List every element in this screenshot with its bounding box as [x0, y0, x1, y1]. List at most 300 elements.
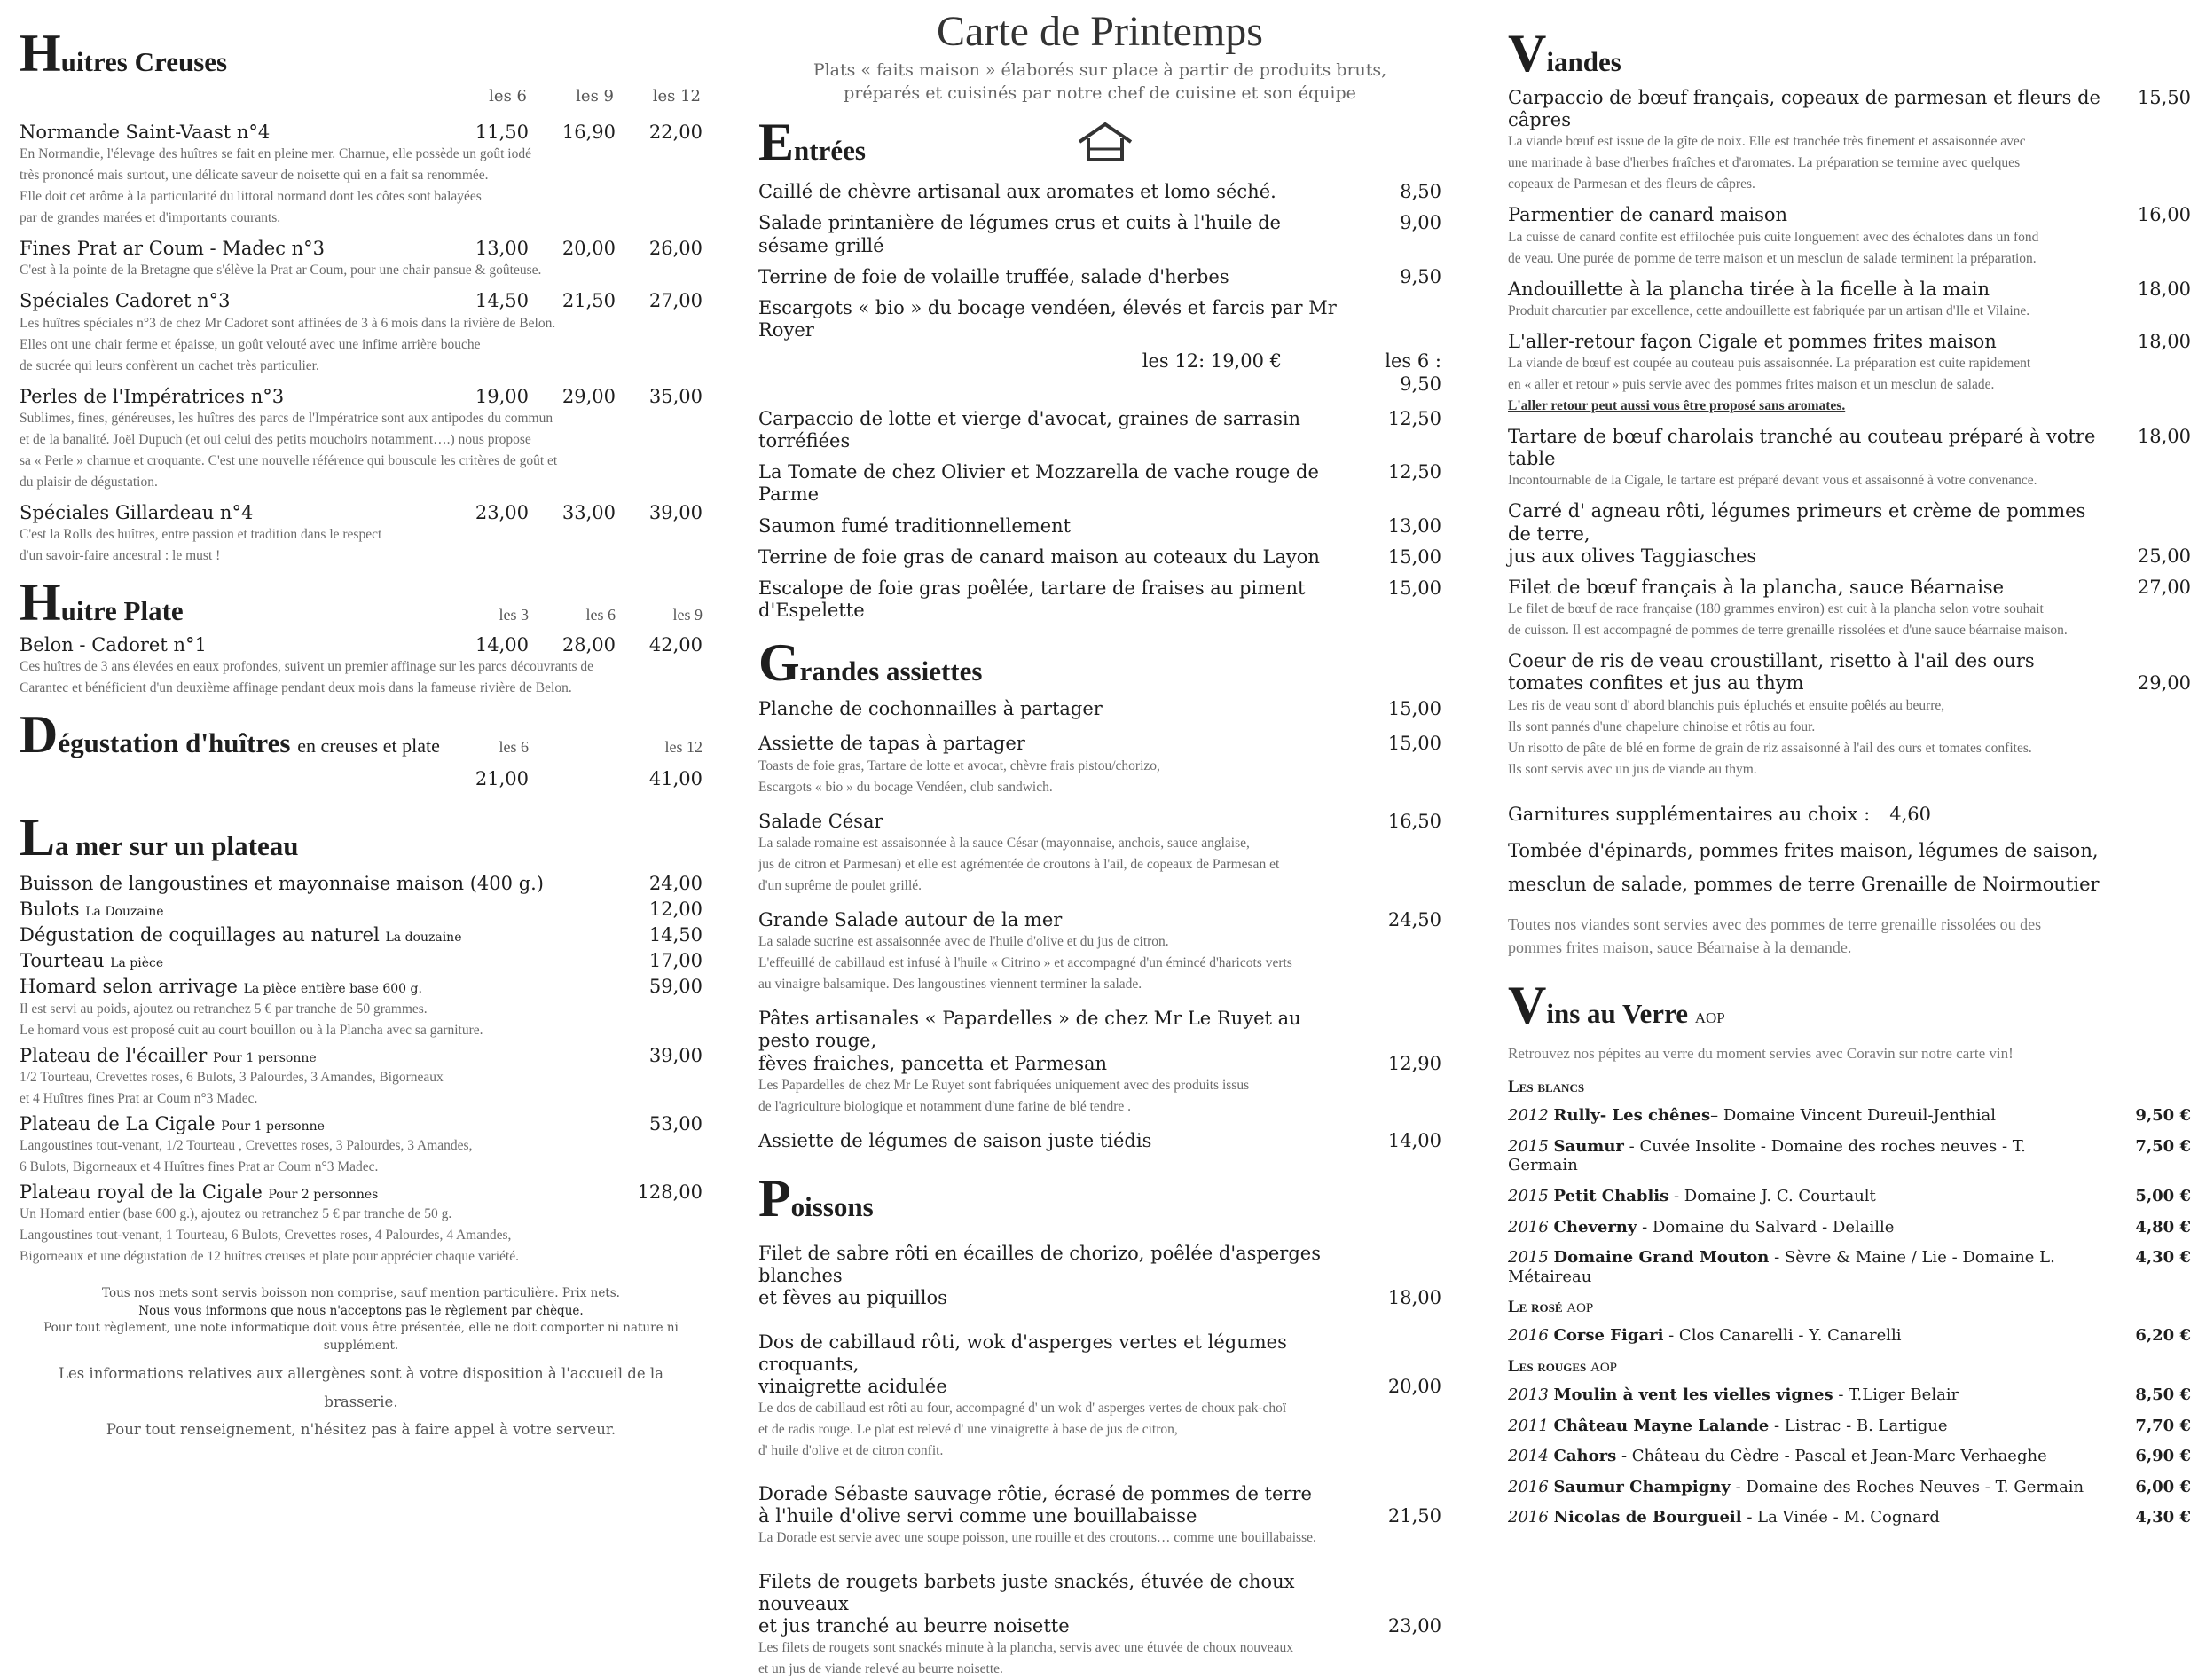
item-note: Pour 1 personne	[213, 1051, 317, 1065]
wine-row	[1508, 1508, 2191, 1527]
item-price: 39,00	[616, 1045, 703, 1067]
item-description: Toasts de foie gras, Tartare de lotte et avocat, chèvre frais pistou/chorizo,	[758, 756, 1441, 777]
item-price: 15,00	[1354, 698, 1441, 720]
item-description: Ils sont pannés d'une chapelure chinoise et rôtis au four.	[1508, 717, 2191, 738]
item-description: Produit charcutier par excellence, cette andouillette est fabriquée par un artisan d'Ile et Vilaine.	[1508, 301, 2191, 322]
wine-name: Moulin à vent les vielles vignes	[1554, 1386, 1833, 1404]
section-vins-title: Vins au Verre AOP	[1508, 978, 2191, 1032]
wine-details: - Sèvre & Maine / Lie - Domaine L. Métaireau	[1508, 1248, 2055, 1286]
item-description: Les filets de rougets sont snackés minute à la plancha, servis avec une étuvée de choux nouveaux	[758, 1637, 1441, 1659]
menu-item	[758, 408, 1441, 452]
item-description: Elle doit cet arôme à la particularité du littoral normand dont les côtes sont balayées	[20, 186, 703, 208]
section-viandes-title: Viandes	[1508, 27, 2191, 80]
item-price: 53,00	[616, 1113, 703, 1135]
wine-year: 2012	[1508, 1106, 1549, 1125]
item-price: 27,00	[2104, 577, 2191, 599]
item-name: Spéciales Gillardeau n°4	[20, 502, 442, 524]
item-price: 23,00	[442, 502, 529, 524]
wine-group-title	[1508, 1298, 2191, 1317]
wine-label	[1508, 1447, 2093, 1466]
item-description: du plaisir de dégustation.	[20, 472, 703, 493]
viandes-note	[1508, 914, 2191, 958]
wine-name: Petit Chablis	[1554, 1187, 1669, 1205]
vins-intro: Retrouvez nos pépites au verre du moment servies avec Coravin sur notre carte vin!	[1508, 1042, 2191, 1065]
item-description: 1/2 Tourteau, Crevettes roses, 6 Bulots, 3 Palourdes, 3 Amandes, Bigorneaux	[20, 1067, 703, 1088]
huitre-plate-list	[20, 634, 703, 699]
item-price: 11,50	[442, 122, 529, 144]
item-description: Ces huîtres de 3 ans élevées en eaux profondes, suivent un premier affinage sur les parcs découvrants de	[20, 656, 703, 678]
wine-label	[1508, 1248, 2093, 1286]
item-name: Dorade Sébaste sauvage rôtie, écrasé de pommes de terre	[758, 1483, 1354, 1505]
wine-year: 2016	[1508, 1326, 1549, 1345]
wine-year: 2016	[1508, 1478, 1549, 1496]
item-row	[758, 1615, 1441, 1637]
item-price: 20,00	[529, 238, 616, 260]
item-name: Dos de cabillaud rôti, wok d'asperges vertes et légumes croquants,	[758, 1331, 1354, 1376]
menu-item	[20, 386, 703, 493]
footer	[20, 1285, 703, 1443]
item-row	[758, 1331, 1441, 1376]
item-name: Carpaccio de lotte et vierge d'avocat, graines de sarrasin torréfiées	[758, 408, 1354, 452]
item-price: 22,00	[616, 122, 703, 144]
wine-label	[1508, 1137, 2093, 1175]
garnitures-row	[1508, 804, 2191, 826]
item-description: de cuisson. Il est accompagné de pommes de terre grenaille rissolées et d'une sauce béarnaise maison.	[1508, 620, 2191, 641]
menu-item	[20, 924, 703, 946]
item-row	[758, 1483, 1441, 1505]
wine-label	[1508, 1218, 2093, 1237]
item-note-text: L'aller retour peut aussi vous être proposé sans aromates.	[1508, 398, 1845, 413]
intro-line: préparés et cuisinés par notre chef de cuisine et son équipe	[758, 82, 1441, 106]
item-name: Homard selon arrivage La pièce entière base 600 g.	[20, 976, 616, 998]
wine-year: 2015	[1508, 1187, 1549, 1205]
item-description: d'un suprême de poulet grillé.	[758, 875, 1441, 897]
item-description: d'un savoir-faire ancestral : le must !	[20, 546, 703, 567]
footer-line: Tous nos mets sont servis boisson non comprise, sauf mention particulière. Prix nets.	[20, 1285, 703, 1303]
item-price: 18,00	[1354, 1287, 1441, 1309]
item-price: 17,00	[616, 950, 703, 972]
item-name: Normande Saint-Vaast n°4	[20, 122, 442, 144]
wine-price: 8,50 €	[2093, 1386, 2191, 1405]
wine-name: Saumur Champigny	[1554, 1478, 1731, 1496]
item-description: Il est servi au poids, ajoutez ou retranchez 5 € par tranche de 50 grammes.	[20, 999, 703, 1020]
item-name: Bulots La Douzaine	[20, 899, 616, 921]
footer-line: Pour tout règlement, une note informatique doit vous être présentée, elle ne doit comporter ni nature ni supplément.	[20, 1320, 703, 1354]
wine-row	[1508, 1187, 2191, 1206]
item-description: 6 Bulots, Bigorneaux et 4 Huîtres fines Prat ar Coum n°3 Madec.	[20, 1157, 703, 1178]
item-row	[20, 386, 703, 408]
wine-name: Nicolas de Bourgueil	[1554, 1508, 1742, 1527]
item-price: 15,00	[1354, 733, 1441, 755]
item-price: 21,50	[1354, 1505, 1441, 1527]
menu-item	[758, 1331, 1441, 1463]
menu-item	[20, 122, 703, 229]
wine-row	[1508, 1106, 2191, 1126]
item-price: 59,00	[616, 976, 703, 998]
item-row	[758, 1571, 1441, 1615]
item-name: Salade César	[758, 811, 1354, 833]
menu-item	[758, 1243, 1441, 1310]
item-row	[20, 976, 703, 998]
wine-label	[1508, 1508, 2093, 1527]
item-name: Tartare de bœuf charolais tranché au couteau préparé à votre table	[1508, 426, 2104, 470]
item-description: Langoustines tout-venant, 1 Tourteau, 6 Bulots, Crevettes roses, 4 Palourdes, 4 Amandes,	[20, 1225, 703, 1246]
item-description: Les huîtres spéciales n°3 de chez Mr Cadoret sont affinées de 3 à 6 mois dans la rivière de Belon.	[20, 313, 703, 334]
item-price: 33,00	[529, 502, 616, 524]
item-name: Escalope de foie gras poêlée, tartare de fraises au piment d'Espelette	[758, 577, 1354, 622]
item-row	[758, 811, 1441, 833]
vins-list	[1508, 1078, 2191, 1527]
wine-name: Corse Figari	[1554, 1326, 1664, 1345]
item-price: 12,50	[1354, 408, 1441, 430]
item-name: Parmentier de canard maison	[1508, 204, 2104, 226]
wine-details: - Domaine J. C. Courtault	[1668, 1187, 1876, 1205]
item-name: Tourteau La pièce	[20, 950, 616, 972]
item-note: La douzaine	[385, 930, 461, 945]
wine-name: Cahors	[1554, 1447, 1617, 1465]
item-price: 14,50	[442, 290, 529, 312]
wine-label	[1508, 1326, 2093, 1346]
menu-item	[20, 238, 703, 281]
item-row	[20, 238, 703, 260]
item-description: et de radis rouge. Le plat est relevé d' une vinaigrette à base de jus de citron,	[758, 1419, 1441, 1441]
menu-item	[1508, 426, 2191, 491]
escargots-prices: les 12: 19,00 € les 6 : 9,50	[758, 350, 1441, 395]
item-price: 35,00	[616, 386, 703, 408]
item-name: à l'huile d'olive servi comme une bouillabaisse	[758, 1505, 1354, 1527]
wine-name: Domaine Grand Mouton	[1554, 1248, 1770, 1267]
item-price: 15,50	[2104, 87, 2191, 109]
item-description: Le homard vous est proposé cuit au court bouillon ou à la Plancha avec sa garniture.	[20, 1020, 703, 1041]
wine-details: - Château du Cèdre - Pascal et Jean-Marc Verhaeghe	[1616, 1447, 2046, 1465]
item-price: 128,00	[616, 1181, 703, 1204]
huitres-creuses-headers: les 6 les 9 les 12	[20, 87, 703, 106]
item-price: 16,90	[529, 122, 616, 144]
item-name: Plateau de La Cigale Pour 1 personne	[20, 1113, 616, 1135]
item-name: et jus tranché au beurre noisette	[758, 1615, 1354, 1637]
item-description: au vinaigre balsamique. Des langoustines viennent terminer la salade.	[758, 974, 1441, 995]
wine-name: Saumur	[1554, 1137, 1624, 1156]
item-price: 13,00	[442, 238, 529, 260]
item-description: Un risotto de pâte de blé en forme de grain de riz assaisonné à l'ail des ours et tomates confites.	[1508, 738, 2191, 759]
menu-item	[20, 899, 703, 921]
menu-item	[1508, 331, 2191, 417]
wine-group-name: Les rouges	[1508, 1357, 1586, 1376]
item-description: Elles ont une chair ferme et épaisse, un goût velouté avec une infime arrière bouche	[20, 334, 703, 356]
item-note: La Douzaine	[85, 905, 163, 919]
item-price: 20,00	[1354, 1376, 1441, 1398]
garnitures-price: 4,60	[1889, 804, 1931, 826]
item-name: jus aux olives Taggiasches	[1508, 546, 2104, 568]
item-price: 24,00	[616, 873, 703, 895]
menu-item	[20, 1045, 703, 1110]
item-name: Filets de rougets barbets juste snackés, étuvée de choux nouveaux	[758, 1571, 1354, 1615]
item-price: 25,00	[2104, 546, 2191, 568]
viandes-list	[1508, 87, 2191, 781]
menu-item	[20, 502, 703, 567]
item-price: 18,00	[2104, 279, 2191, 301]
menu-item	[758, 909, 1441, 995]
wine-row	[1508, 1218, 2191, 1237]
menu-item	[758, 733, 1441, 797]
wine-row	[1508, 1137, 2191, 1175]
item-description: copeaux de Parmesan et des fleurs de câpres.	[1508, 174, 2191, 195]
garnitures-line: mesclun de salade, pommes de terre Grenaille de Noirmoutier	[1508, 868, 2191, 902]
item-row	[1508, 546, 2191, 568]
item-price: 39,00	[616, 502, 703, 524]
wine-price: 6,20 €	[2093, 1326, 2191, 1346]
item-description: et 4 Huîtres fines Prat ar Coum n°3 Madec.	[20, 1088, 703, 1110]
garnitures-label: Garnitures supplémentaires au choix :	[1508, 804, 1870, 826]
item-description: Les ris de veau sont d' abord blanchis puis épluchés et ensuite poêlés au beurre,	[1508, 695, 2191, 717]
wine-year: 2011	[1508, 1417, 1549, 1435]
menu-item	[758, 515, 1441, 538]
menu-item	[758, 1483, 1441, 1549]
wine-year: 2015	[1508, 1248, 1549, 1267]
footer-line: Nous vous informons que nous n'acceptons pas le règlement par chèque.	[20, 1303, 703, 1321]
wine-name: Cheverny	[1554, 1218, 1637, 1236]
viandes-note-line: Toutes nos viandes sont servies avec des pommes de terre grenaille rissolées ou des	[1508, 914, 2191, 936]
item-name: Carré d' agneau rôti, légumes primeurs et crème de pommes de terre,	[1508, 500, 2104, 545]
wine-label	[1508, 1106, 2093, 1126]
house-icon	[1076, 121, 1134, 167]
item-row	[758, 1130, 1441, 1152]
item-note: La pièce	[110, 956, 163, 970]
item-price: 29,00	[529, 386, 616, 408]
page-title: Carte de Printemps	[758, 7, 1441, 56]
menu-item	[20, 950, 703, 972]
item-price: 29,00	[2104, 672, 2191, 695]
item-description: La salade sucrine est assaisonnée avec de l'huile d'olive et du jus de citron.	[758, 931, 1441, 953]
item-row	[1508, 577, 2191, 599]
menu-item	[758, 811, 1441, 897]
item-description: d' huile d'olive et de citron confit.	[758, 1441, 1441, 1462]
item-name: Andouillette à la plancha tirée à la ficelle à la main	[1508, 279, 2104, 301]
item-row	[20, 1045, 703, 1067]
item-description: En Normandie, l'élevage des huîtres se fait en pleine mer. Charnue, elle possède un goût iodé	[20, 144, 703, 165]
item-row	[1508, 650, 2191, 672]
menu-item	[758, 577, 1441, 622]
item-description: et de la banalité. Joël Dupuch (et oui celui des petits mouchoirs notamment….) nous propose	[20, 429, 703, 451]
item-name: vinaigrette acidulée	[758, 1376, 1354, 1398]
wine-row	[1508, 1417, 2191, 1436]
item-note: Pour 1 personne	[221, 1119, 325, 1134]
wine-price: 6,00 €	[2093, 1478, 2191, 1497]
garnitures-list	[1508, 835, 2191, 902]
item-price: 42,00	[616, 634, 703, 656]
menu-item	[758, 461, 1441, 506]
menu-item	[20, 634, 703, 699]
item-price: 14,50	[616, 924, 703, 946]
item-description: Le filet de bœuf de race française (180 grammes environ) est cuit à la plancha selon votre souhait	[1508, 599, 2191, 620]
item-price: 14,00	[442, 634, 529, 656]
wine-price: 6,90 €	[2093, 1447, 2191, 1466]
item-description: une marinade à base d'herbes fraîches et d'aromates. La préparation se termine avec quelques	[1508, 153, 2191, 174]
footer-line: Pour tout renseignement, n'hésitez pas à faire appel à votre serveur.	[20, 1416, 703, 1443]
footer-line: Les informations relatives aux allergènes sont à votre disposition à l'accueil de la brasserie.	[20, 1360, 703, 1416]
item-price: 27,00	[616, 290, 703, 312]
intro-line: Plats « faits maison » élaborés sur place à partir de produits bruts,	[758, 59, 1441, 82]
item-row	[20, 924, 703, 946]
item-description: Carantec et bénéficient d'un deuxième affinage pendant deux mois dans la fameuse rivière de Belon.	[20, 678, 703, 699]
item-name: Buisson de langoustines et mayonnaise maison (400 g.)	[20, 873, 616, 895]
column-left	[20, 0, 703, 1536]
huitres-creuses-list	[20, 122, 703, 567]
wine-price: 5,00 €	[2093, 1187, 2191, 1206]
wine-group-aop: AOP	[1590, 1361, 1617, 1375]
entrees-list	[758, 181, 1441, 341]
item-name: Saumon fumé traditionnellement	[758, 515, 1354, 538]
item-price: 14,00	[1354, 1130, 1441, 1152]
wine-name: Château Mayne Lalande	[1554, 1417, 1770, 1435]
column-middle	[758, 0, 1441, 1536]
item-description: Sublimes, fines, généreuses, les huîtres des parcs de l'Impératrice sont aux antipodes du commun	[20, 408, 703, 429]
wine-group-title	[1508, 1078, 2191, 1097]
item-row	[20, 899, 703, 921]
item-name: Assiette de légumes de saison juste tiédis	[758, 1130, 1354, 1152]
item-name: Escargots « bio » du bocage vendéen, élevés et farcis par Mr Royer	[758, 297, 1354, 341]
item-price: 28,00	[529, 634, 616, 656]
plateau-list	[20, 873, 703, 1268]
wine-row	[1508, 1447, 2191, 1466]
item-name: Assiette de tapas à partager	[758, 733, 1354, 755]
item-row	[20, 290, 703, 312]
item-price: 19,00	[442, 386, 529, 408]
wine-details: – Domaine Vincent Dureuil-Jenthial	[1710, 1106, 1996, 1125]
item-row	[1508, 672, 2191, 695]
item-price: 8,50	[1354, 181, 1441, 203]
item-name: Plateau de l'écailler Pour 1 personne	[20, 1045, 616, 1067]
item-description: sa « Perle » charnue et croquante. C'est une nouvelle référence qui bouscule les critères de goût et	[20, 451, 703, 472]
wine-details: - T.Liger Belair	[1833, 1386, 1959, 1404]
item-description: de veau. Une purée de pomme de terre maison et un mesclun de salade terminent la préparation.	[1508, 248, 2191, 270]
wine-year: 2013	[1508, 1386, 1549, 1404]
section-entrees-title: Entrées	[758, 115, 1441, 169]
section-poissons-title: Poissons	[758, 1172, 1441, 1225]
item-row	[758, 698, 1441, 720]
column-right	[1508, 0, 2191, 1536]
intro	[758, 59, 1441, 105]
menu-item	[758, 1571, 1441, 1680]
item-description: L'effeuillé de cabillaud est infusé à l'huile « Citrino » et accompagné d'un émincé d'haricots verts	[758, 953, 1441, 974]
item-name: Perles de l'Impératrices n°3	[20, 386, 442, 408]
wine-details: - Domaine du Salvard - Delaille	[1637, 1218, 1894, 1236]
wine-details: - Cuvée Insolite - Domaine des roches neuves - T. Germain	[1508, 1137, 2026, 1175]
item-description: C'est la Rolls des huîtres, entre passion et tradition dans le respect	[20, 524, 703, 546]
item-description: La salade romaine est assaisonnée à la sauce César (mayonnaise, anchois, sauce anglaise,	[758, 833, 1441, 854]
item-description: Incontournable de la Cigale, le tartare est préparé devant vous et assaisonné à votre convenance.	[1508, 470, 2191, 491]
wine-details: - La Vinée - M. Cognard	[1742, 1508, 1940, 1527]
wine-price: 7,70 €	[2093, 1417, 2191, 1436]
menu-item	[20, 290, 703, 376]
entrees-list-2	[758, 408, 1441, 623]
item-description: très prononcé mais surtout, une délicate saveur de noisette qui en a fait sa renommée.	[20, 165, 703, 186]
wine-name: Rully- Les chênes	[1554, 1106, 1711, 1125]
item-name: L'aller-retour façon Cigale et pommes frites maison	[1508, 331, 2104, 353]
item-row	[20, 502, 703, 524]
menu-item	[1508, 577, 2191, 641]
menu-item	[1508, 279, 2191, 322]
item-row	[20, 634, 703, 656]
section-plateau-title: La mer sur un plateau	[20, 811, 703, 864]
item-description: La viande de bœuf est coupée au couteau puis assaisonnée. La préparation est cuite rapidement	[1508, 353, 2191, 374]
item-name: tomates confites et jus au thym	[1508, 672, 2104, 695]
item-row	[20, 1113, 703, 1135]
wine-label	[1508, 1187, 2093, 1206]
wine-group-name: Les blancs	[1508, 1078, 1584, 1096]
item-description: Escargots « bio » du bocage Vendéen, club sandwich.	[758, 777, 1441, 798]
item-price: 21,50	[529, 290, 616, 312]
degustation-prices: 21,00 41,00	[20, 768, 703, 790]
grandes-list	[758, 698, 1441, 1152]
item-name: Belon - Cadoret n°1	[20, 634, 442, 656]
item-row	[20, 1181, 703, 1204]
item-note: Pour 2 personnes	[268, 1188, 378, 1202]
wine-year: 2014	[1508, 1447, 1549, 1465]
menu-item	[758, 1130, 1441, 1152]
item-price: 18,00	[2104, 426, 2191, 448]
menu-item	[758, 266, 1441, 288]
menu-item	[758, 546, 1441, 569]
menu-item	[758, 297, 1441, 341]
item-row	[758, 1008, 1441, 1052]
item-description: La Dorade est servie avec une soupe poisson, une rouille et des croutons… comme une bouillabaisse.	[758, 1527, 1441, 1549]
wine-group-name: Le rosé	[1508, 1298, 1563, 1316]
item-description: La cuisse de canard confite est effilochée puis cuite longuement avec des échalotes dans un fond	[1508, 227, 2191, 248]
item-name: Coeur de ris de veau croustillant, risetto à l'ail des ours	[1508, 650, 2104, 672]
item-name: Fines Prat ar Coum - Madec n°3	[20, 238, 442, 260]
item-price: 18,00	[2104, 331, 2191, 353]
item-row	[20, 873, 703, 895]
item-row	[20, 950, 703, 972]
wine-year: 2016	[1508, 1218, 1549, 1236]
wine-label	[1508, 1417, 2093, 1436]
item-name: Filet de bœuf français à la plancha, sauce Béarnaise	[1508, 577, 2104, 599]
item-name: Carpaccio de bœuf français, copeaux de parmesan et fleurs de câpres	[1508, 87, 2104, 131]
wine-price: 4,80 €	[2093, 1218, 2191, 1237]
item-row	[1508, 204, 2191, 226]
item-description: jus de citron et Parmesan) et elle est agrémentée de croutons à l'ail, de copeaux de Parmesan et	[758, 854, 1441, 875]
item-row	[758, 1243, 1441, 1287]
menu-item	[20, 1181, 703, 1268]
wine-details: - Clos Canarelli - Y. Canarelli	[1663, 1326, 1901, 1345]
item-row	[1508, 331, 2191, 353]
item-description: Ils sont servis avec un jus de viande au thym.	[1508, 759, 2191, 781]
item-name: Spéciales Cadoret n°3	[20, 290, 442, 312]
item-row	[758, 1053, 1441, 1075]
item-description: Le dos de cabillaud est rôti au four, accompagné d' un wok d' asperges vertes de choux pak-choï	[758, 1398, 1441, 1419]
wine-group-aop: AOP	[1566, 1301, 1593, 1315]
item-name: Plateau royal de la Cigale Pour 2 personnes	[20, 1181, 616, 1204]
item-name: et fèves au piquillos	[758, 1287, 1354, 1309]
item-name: La Tomate de chez Olivier et Mozzarella de vache rouge de Parme	[758, 461, 1354, 506]
item-note: La pièce entière base 600 g.	[244, 982, 422, 996]
menu-item	[20, 1113, 703, 1178]
wine-label	[1508, 1386, 2093, 1405]
item-name: Dégustation de coquillages au naturel La douzaine	[20, 924, 616, 946]
item-description: Un Homard entier (base 600 g.), ajoutez ou retranchez 5 € par tranche de 50 g.	[20, 1204, 703, 1225]
item-price: 24,50	[1354, 909, 1441, 931]
menu-item	[1508, 500, 2191, 568]
menu-item	[1508, 87, 2191, 195]
section-huitres-creuses-title: Huitres Creuses	[20, 27, 703, 80]
item-description: La viande bœuf est issue de la gîte de noix. Elle est tranchée très finement et assaisonnée avec	[1508, 131, 2191, 153]
item-price: 26,00	[616, 238, 703, 260]
wine-label	[1508, 1478, 2093, 1497]
item-description: C'est à la pointe de la Bretagne que s'élève la Prat ar Coum, pour une chair pansue & goûteuse.	[20, 260, 703, 281]
wine-price: 4,30 €	[2093, 1248, 2191, 1268]
section-grandes-title: Grandes assiettes	[758, 636, 1441, 689]
